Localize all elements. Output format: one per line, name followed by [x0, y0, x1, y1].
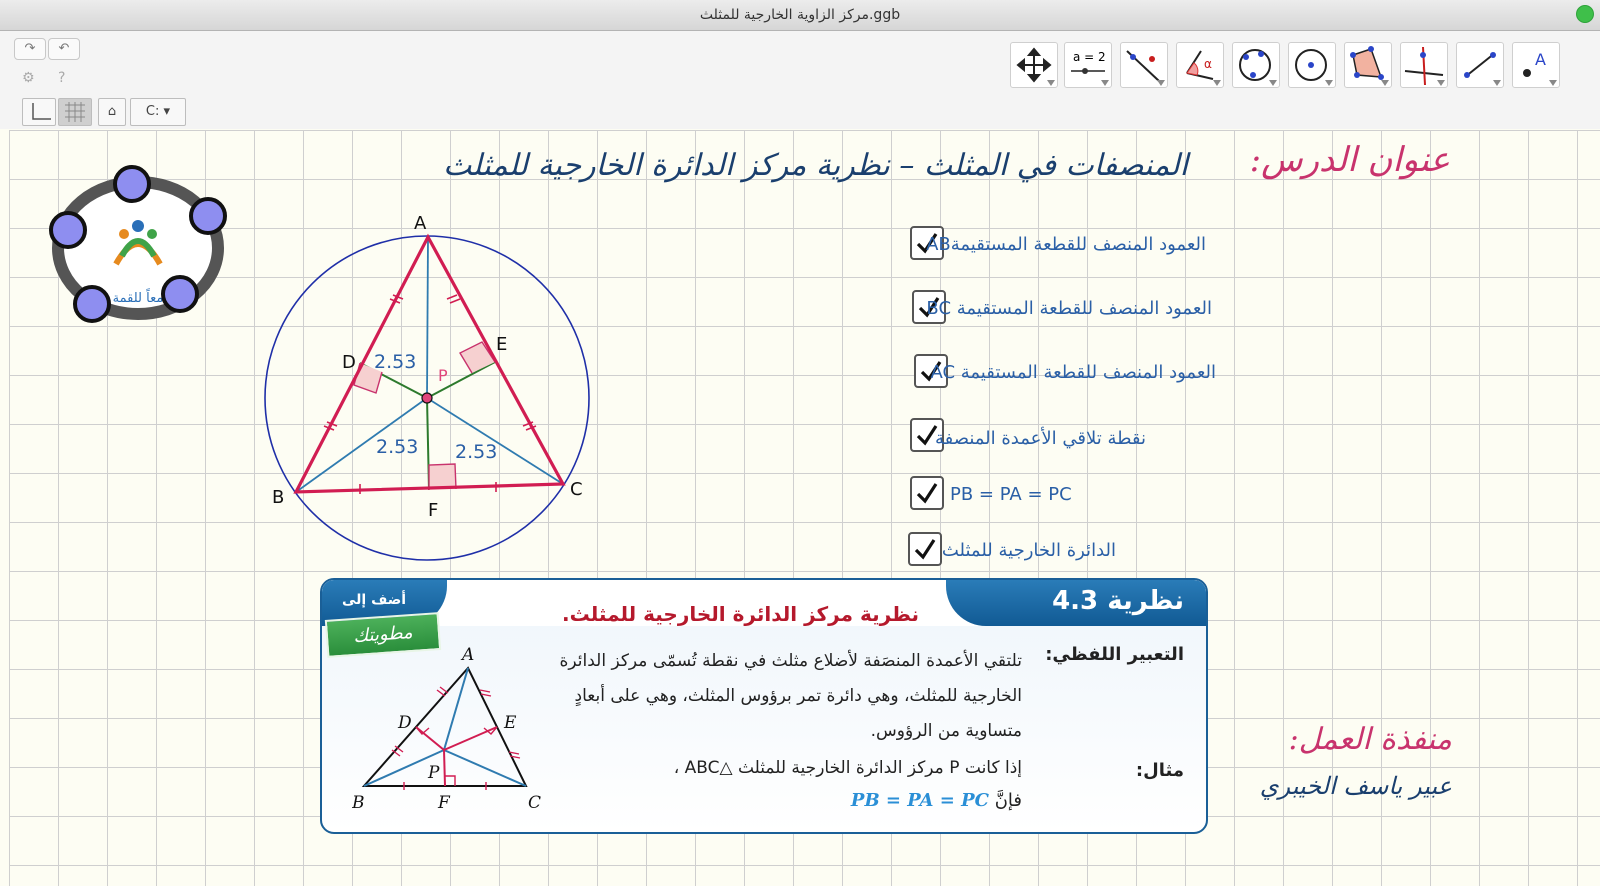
angle-tool[interactable]	[1176, 42, 1224, 88]
circle-three-points-tool[interactable]	[1232, 42, 1280, 88]
axes-icon	[23, 99, 55, 125]
theorem-label-e: E	[504, 713, 517, 733]
label-a: A	[414, 213, 427, 234]
undo-button[interactable]: ↶	[48, 38, 80, 60]
home-button[interactable]: ⌂	[98, 98, 126, 126]
conclusion	[851, 790, 1022, 811]
lesson-label: عنوان الدرس:	[1249, 140, 1450, 180]
author-name: عبير ياسف الخيبري	[1259, 772, 1452, 800]
theorem-label-p: P	[428, 763, 440, 783]
label-c: C	[570, 479, 583, 500]
circle-center-tool[interactable]	[1288, 42, 1336, 88]
lesson-title: المنصفات في المثلث – نظرية مركز الدائرة الخارجية للمثلث	[443, 148, 1188, 183]
checkbox-label-ab: العمود المنصف للقطعة المستقيمةAB	[926, 234, 1206, 255]
theorem-box	[320, 578, 1208, 834]
theorem-figure	[352, 644, 562, 816]
theorem-label-d: D	[398, 713, 412, 733]
verbal-text: تلتقي الأعمدة المنصَفة لأضلاع مثلث في نقطة تُسمّى مركز الدائرة الخارجية للمثلث، وهي دائرة تمر برؤوس المثلث، وهي على أبعادٍ متساوية من الرؤوس.	[559, 651, 1022, 741]
help-icon[interactable]: ?	[58, 70, 66, 86]
checkbox-label-ac: العمود المنصف للقطعة المستقيمة AC	[930, 362, 1216, 383]
foldable-badge: مطويتك	[325, 612, 441, 658]
check-icon	[912, 536, 938, 562]
slider-tool[interactable]	[1064, 42, 1112, 88]
conclusion-equation: PB = PA = PC	[850, 790, 989, 811]
label-b: B	[272, 487, 285, 508]
checkbox-label-equal: PB = PA = PC	[950, 484, 1072, 505]
window-zoom-button[interactable]	[1576, 5, 1594, 23]
line-tool[interactable]	[1120, 42, 1168, 88]
example-text: إذا كانت P مركز الدائرة الخارجية للمثلث △ABC ،	[673, 758, 1022, 778]
triangle-figure	[250, 205, 610, 575]
distance-pb: 2.53	[376, 436, 419, 458]
theorem-number: نظرية 4.3	[1052, 586, 1184, 616]
segment-pa[interactable]	[427, 237, 428, 398]
example-label: مثال:	[1135, 760, 1184, 781]
triangle-abc[interactable]	[296, 237, 563, 492]
window-title: مركز الزاوية الخارجية للمثلث.ggb	[699, 7, 901, 23]
checkbox-label-bc: العمود المنصف للقطعة المستقيمة BC	[926, 298, 1212, 319]
verbal-label: التعبير اللفظي:	[1045, 644, 1184, 665]
logo-text: معاً للقمة	[112, 291, 164, 306]
label-p: P	[438, 366, 448, 385]
checkbox-circumcircle[interactable]	[908, 532, 942, 566]
perpendicular-tool[interactable]	[1400, 42, 1448, 88]
point-tool-label: A	[1535, 50, 1546, 69]
window-titlebar	[0, 0, 1600, 31]
checkbox-label-circle: الدائرة الخارجية للمثلث	[941, 540, 1116, 561]
settings-gear-icon[interactable]: ⚙	[22, 70, 35, 86]
distance-pa: 2.53	[374, 351, 417, 373]
slider-tool-label: a = 2	[1073, 50, 1106, 64]
theorem-label-c: C	[528, 793, 542, 813]
logo-icon	[46, 164, 232, 326]
segment-tool[interactable]	[1456, 42, 1504, 88]
point-p[interactable]	[422, 393, 432, 403]
axes-toggle[interactable]	[22, 98, 56, 126]
checkbox-label-intersection: نقطة تلاقي الأعمدة المنصفة	[934, 428, 1146, 449]
author-label: منفذة العمل:	[1288, 722, 1452, 757]
zoom-menu-label: C:	[145, 104, 160, 119]
label-e: E	[496, 334, 508, 355]
label-f: F	[428, 500, 439, 521]
theorem-name: نظرية مركز الدائرة الخارجية للمثلث.	[562, 602, 920, 626]
zoom-menu[interactable]: C: ▾	[130, 98, 186, 126]
add-to-label: أضف إلى	[342, 592, 407, 608]
theorem-label-b: B	[352, 793, 365, 813]
checkbox-equal-distances[interactable]	[910, 476, 944, 510]
check-icon	[914, 480, 940, 506]
grid-toggle[interactable]	[58, 98, 92, 126]
theorem-label-a: A	[462, 645, 475, 665]
polygon-tool[interactable]	[1344, 42, 1392, 88]
label-d: D	[342, 352, 356, 373]
theorem-label-f: F	[438, 793, 450, 813]
grid-icon	[59, 99, 91, 125]
move-tool[interactable]	[1010, 42, 1058, 88]
conclusion-prefix: فإنَّ	[994, 790, 1022, 811]
distance-pc: 2.53	[455, 441, 498, 463]
angle-tool-label: α	[1204, 57, 1212, 71]
point-text-tool[interactable]	[1512, 42, 1560, 88]
redo-button[interactable]: ↷	[14, 38, 46, 60]
